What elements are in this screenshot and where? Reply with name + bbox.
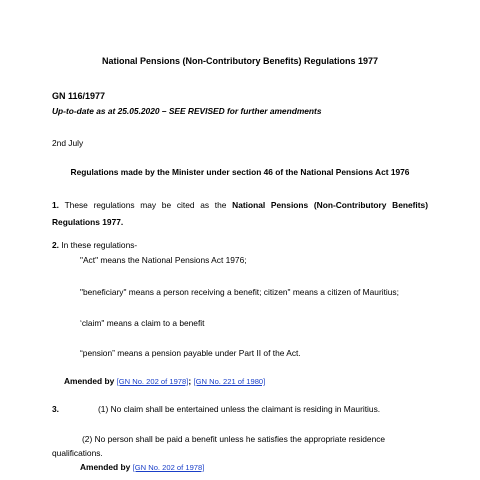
- enabling-provision-heading: Regulations made by the Minister under section 46 of the National Pensions Act 1976: [70, 167, 410, 177]
- regulation-1-citation-title: National Pensions (Non-Contributory Benefits) Regulations 1977.: [52, 200, 428, 227]
- amendment-separator: ;: [188, 376, 192, 386]
- regulation-2-heading: [52, 240, 137, 251]
- amended-by-label: Amended by: [64, 376, 115, 386]
- up-to-date-note: Up-to-date as at 25.05.2020 – SEE REVISED for further amendments: [52, 106, 322, 116]
- regulation-1-text: These regulations may be cited as the: [59, 200, 233, 210]
- amendment-link-gn-202-1978[interactable]: [GN No. 202 of 1978]: [132, 463, 205, 472]
- regulation-3-subsection-1: (1) No claim shall be entertained unless the claimant is residing in Mauritius.: [98, 404, 381, 414]
- regulation-2-number: 2.: [52, 240, 59, 250]
- regulation-2-intro: In these regulations-: [61, 240, 138, 250]
- gn-number: GN 116/1977: [52, 91, 106, 101]
- regulation-3-amendments: [80, 462, 204, 473]
- amended-by-label: Amended by: [80, 462, 131, 472]
- regulation-2-amendments: [64, 376, 265, 387]
- regulation-1-number: 1.: [52, 200, 59, 210]
- regulation-date: 2nd July: [52, 138, 84, 148]
- definition-claim: ‘claim" means a claim to a benefit: [80, 318, 205, 328]
- definition-pension: “pension” means a pension payable under Part II of the Act.: [80, 348, 301, 358]
- definition-act: "Act" means the National Pensions Act 1976;: [80, 255, 247, 265]
- document-title: National Pensions (Non-Contributory Benefits) Regulations 1977: [101, 56, 379, 66]
- regulation-1: [52, 197, 428, 231]
- definition-beneficiary: "beneficiary" means a person receiving a benefit; citizen" means a citizen of Mauritius;: [80, 287, 399, 297]
- regulation-3-subsection-2-continued: qualifications.: [52, 448, 103, 458]
- amendment-link-gn-202-1978[interactable]: [GN No. 202 of 1978]: [116, 377, 189, 386]
- regulation-3-subsection-2: (2) No person shall be paid a benefit unless he satisfies the appropriate residence: [82, 434, 386, 444]
- regulation-3-number: 3.: [52, 404, 59, 414]
- amendment-link-gn-221-1980[interactable]: [GN No. 221 of 1980]: [193, 377, 266, 386]
